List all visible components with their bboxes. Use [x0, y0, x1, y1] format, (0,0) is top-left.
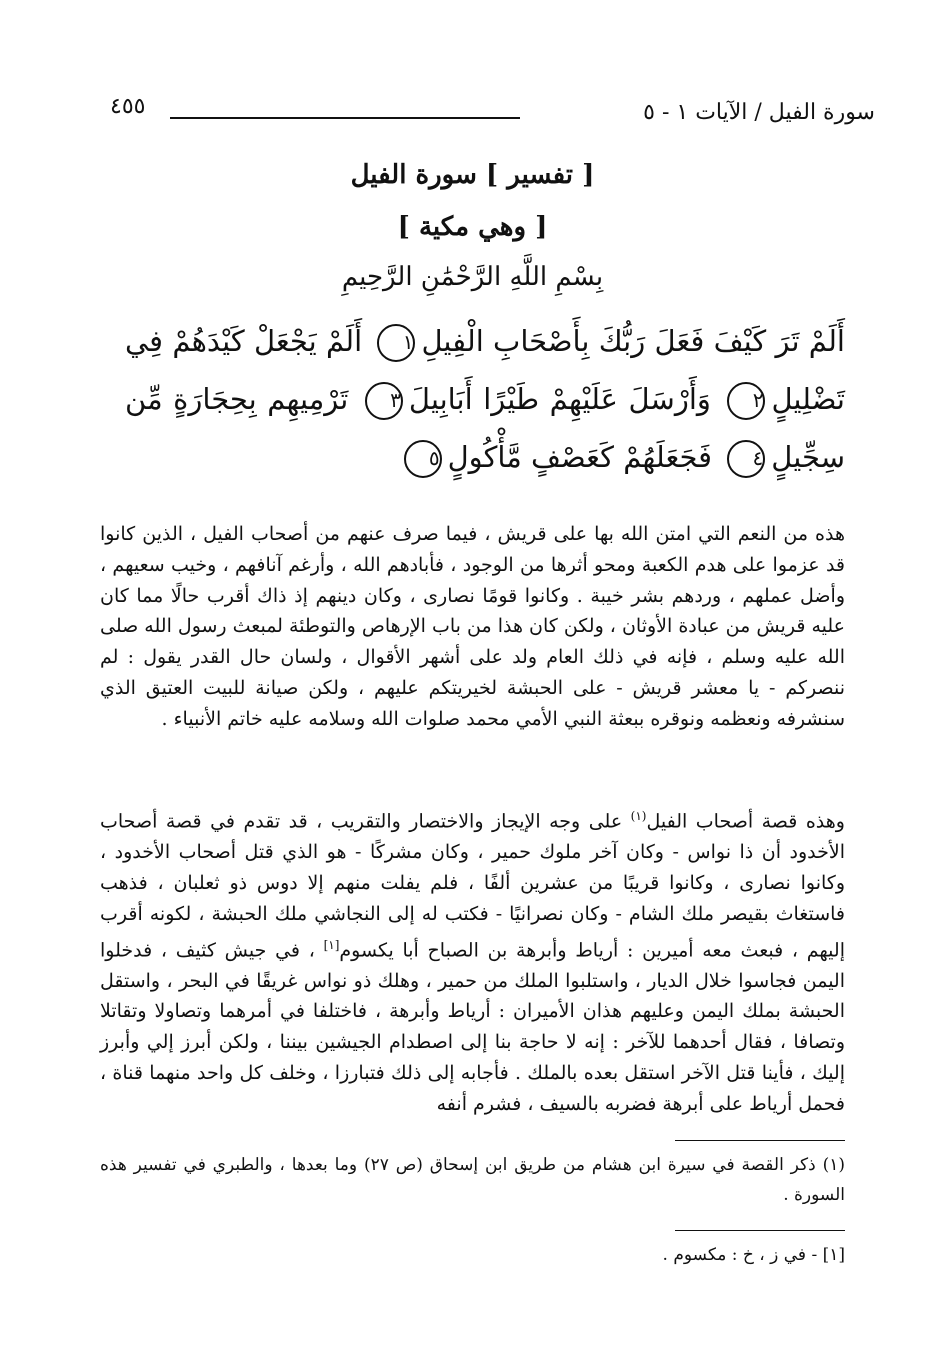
surah-subtitle: [ وهي مكية ] [397, 212, 548, 242]
verse-5-text: فَجَعَلَهُمْ كَعَصْفٍ مَّأْكُولٍ [447, 440, 713, 474]
verse-number-2: ٢ [727, 382, 765, 420]
verse-number-4: ٤ [727, 440, 765, 478]
commentary-paragraph-2 [100, 801, 845, 1120]
running-header [110, 90, 875, 130]
quran-verses [125, 312, 845, 486]
page-number: ٤٥٥ [110, 94, 146, 119]
running-title: سورة الفيل / الآيات ١ - ٥ [643, 100, 875, 125]
footnote-1: (١) ذكر القصة في سيرة ابن هشام من طريق ابن إسحاق (ص ٢٧) وما بعدها ، والطبري في تفسير هذه السورة . [100, 1155, 845, 1205]
footnote-ref-1[interactable]: (١) [630, 809, 647, 823]
verse-3-text: وَأَرْسَلَ عَلَيْهِمْ طَيْرًا أَبَابِيلَ [408, 382, 711, 416]
verse-4-text: تَرْمِيهِم بِحِجَارَةٍ مِّن سِجِّيلٍ [125, 382, 845, 474]
para2-start: وهذه قصة أصحاب الفيل [646, 810, 845, 833]
commentary-paragraph-1: هذه من النعم التي امتن الله بها على قريش ، فيما صرف عنهم من أصحاب الفيل ، الذين كانوا قد عزموا على هدم الكعبة ومحو أثرها من الوجود ، فأبادهم الله ، وأرغم آنافهم ، وخيب سعيهم ، وأضل عملهم ، وردهم بشر خيبة . وكانوا قومًا نصارى ، وكان دينهم إذ ذاك أقرب حالًا مما كان عليه قريش من عبادة الأوثان ، ولكن كان هذا من باب الإرهاص والتوطئة لمبعث رسول الله صلى الله عليه وسلم ، فإنه في ذلك العام ولد على أشهر الأقوال ، ولسان حال القدر يقول : لم ننصركم - يا معشر قريش - على الحبشة لخيريتكم عليهم ، ولكن صيانة للبيت العتيق الذي سنشرفه ونعظمه ونوقره ببعثة النبي الأمي محمد صلوات الله وسلامه عليه خاتم الأنبياء . [100, 523, 845, 730]
verse-number-1: ١ [377, 324, 415, 362]
variant-ref-1[interactable]: [١] [323, 937, 340, 952]
para2-end: ، في جيش كثيف ، فدخلوا اليمن فجاسوا خلال الديار ، واستلبوا الملك من حمير ، وهلك ذو نواس غريقًا في البحر ، واستقل الحبشة بملك اليمن وعليهم هذان الأميران : أرياط وأبرهة ، فاختلفا في أمرهما وتصاولا وتقاتلا وتصافا ، فقال أحدهما للآخر : إنه لا حاجة بنا إلى اصطدام الجيشين بيننا ، ولكن أبرز إلي وأبرز إليك ، فأينا قتل الآخر استقل بعده بالملك . فأجابه إلى ذلك فتبارزا ، وخلف كل واحد منهما قناة ، فحمل أرياط على أبرهة فضربه بالسيف ، فشرم أنفه [100, 938, 845, 1115]
variant-note-1: [١] - في ز ، خ : مكسوم . [662, 1245, 845, 1265]
variant-rule [675, 1230, 845, 1231]
header-rule [170, 117, 520, 119]
verse-number-3: ٣ [365, 382, 403, 420]
para2-mid: على وجه الإيجاز والاختصار والتقريب ، قد تقدم في قصة أصحاب الأخدود أن ذا نواس - وكان آخر ملوك حمير ، وكان مشركًا - هو الذي قتل أصحاب الأخدود ، وكانوا نصارى ، وكانوا قريبًا من عشرين ألفًا ، فلم يفلت منهم إلا دوس ذو ثعلبان ، فذهب فاستغاث بقيصر ملك الشام - وكان نصرانيًا - فكتب له إلى النجاشي ملك الحبشة ، لكونه أقرب إليهم ، فبعث معه أميرين : أرياط وأبرهة بن الصباح أبا يكسوم [100, 810, 845, 961]
verse-1-text: أَلَمْ تَرَ كَيْفَ فَعَلَ رَبُّكَ بِأَصْحَابِ الْفِيلِ [421, 324, 845, 358]
surah-title: [ تفسير ] سورة الفيل [350, 160, 595, 190]
verse-2-text: أَلَمْ يَجْعَلْ كَيْدَهُمْ فِي تَضْلِيلٍ [125, 324, 846, 416]
basmala: بِسْمِ اللَّهِ الرَّحْمَٰنِ الرَّحِيمِ [341, 262, 604, 292]
footnote-rule [675, 1140, 845, 1141]
verse-number-5: ٥ [404, 440, 442, 478]
